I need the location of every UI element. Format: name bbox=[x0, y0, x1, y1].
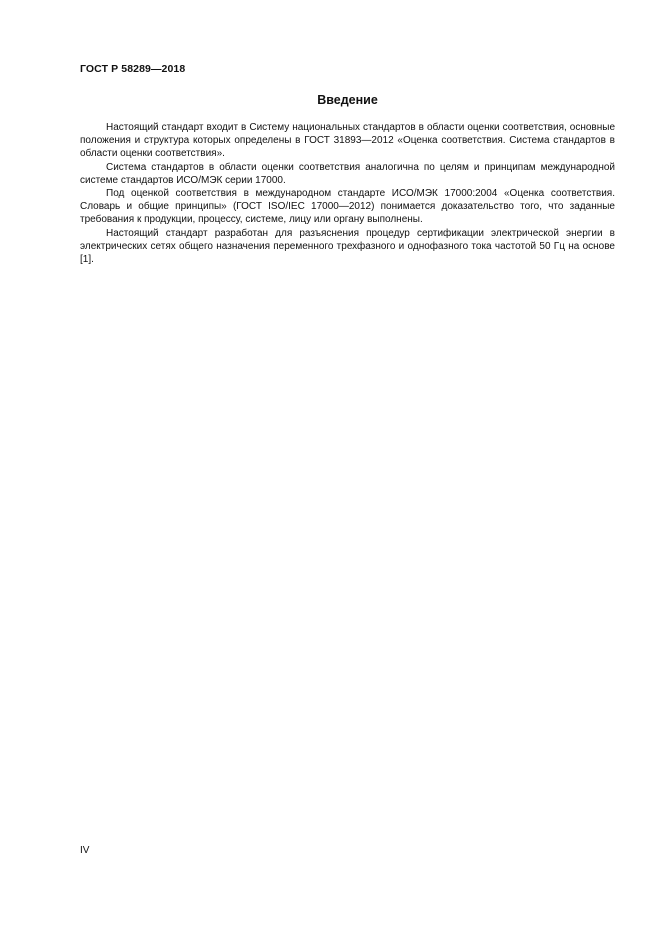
page-number: IV bbox=[80, 845, 90, 856]
introduction-body bbox=[80, 121, 615, 266]
paragraph: Под оценкой соответствия в международном стандарте ИСО/МЭК 17000:2004 «Оценка соответствия. Словарь и общие принципы» (ГОСТ ISO/IEC 17000—2012) понимается доказательство того, что заданные требования к продукции, процессу, системе, лицу или органу выполнены. bbox=[80, 188, 615, 226]
paragraph: Настоящий стандарт разработан для разъяснения процедур сертификации электрической энергии в электрических сетях общего назначения переменного трехфазного и однофазного тока частотой 50 Гц на основе [1]. bbox=[80, 227, 615, 266]
paragraph: Система стандартов в области оценки соответствия аналогична по целям и принципам международной системе стандартов ИСО/МЭК серии 17000. bbox=[80, 161, 615, 186]
paragraph: Настоящий стандарт входит в Систему национальных стандартов в области оценки соответствия, основные положения и структура которых определены в ГОСТ 31893—2012 «Оценка соответствия. Система стандартов в области оценки соответствия». bbox=[80, 122, 615, 160]
section-title: Введение bbox=[317, 93, 378, 107]
document-code-header: ГОСТ Р 58289—2018 bbox=[80, 63, 186, 75]
